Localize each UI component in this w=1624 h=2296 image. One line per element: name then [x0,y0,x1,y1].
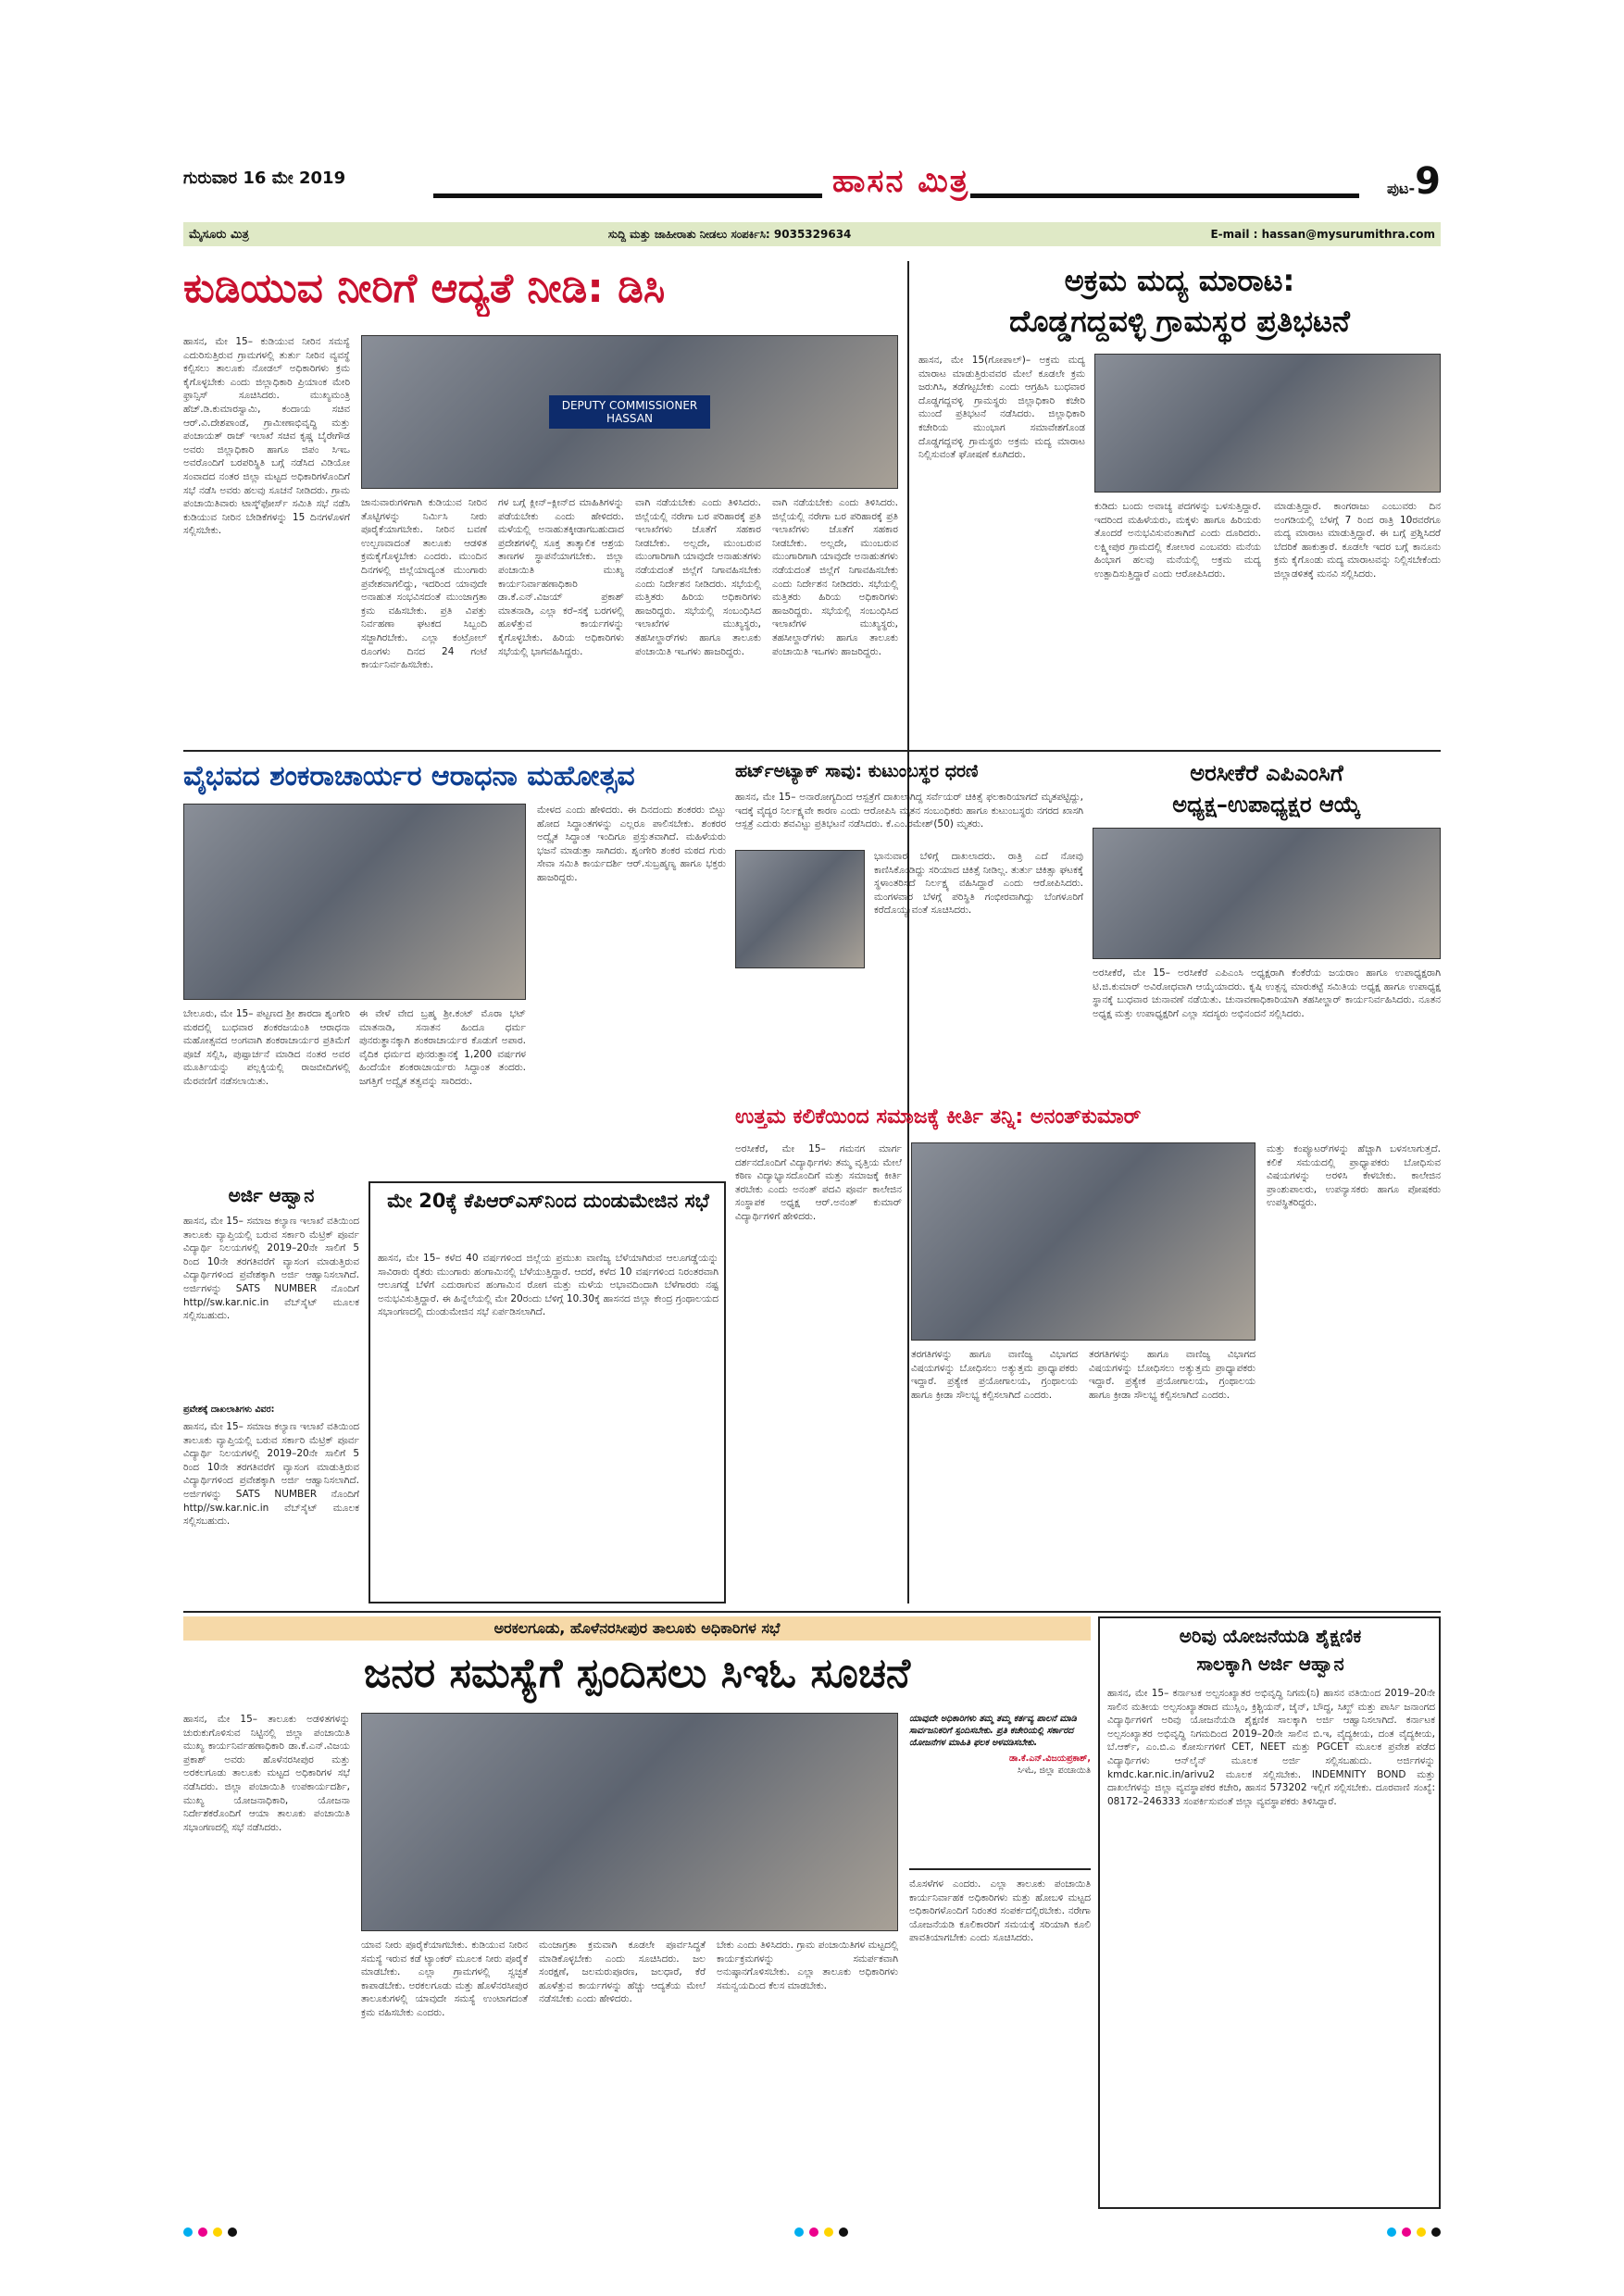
body: ಅರಸೀಕೆರೆ, ಮೇ 15– ಅರಸೀಕೆರೆ ಎಪಿಎಂಸಿ ಅಧ್ಯಕ್ಷರಾಗಿ ಕೆಂಕೆರೆಯ ಜಯರಾಂ ಹಾಗೂ ಉಪಾಧ್ಯಕ್ಷರಾಗಿ ಟಿ.ಜಿ.ಕುಮಾರ್ ಅವಿರೋಧವಾಗಿ ಆಯ್ಕೆಯಾದರು. ಕೃಷಿ ಉತ್ಪನ್ನ ಮಾರುಕಟ್ಟೆ ಸಮಿತಿಯ ಅಧ್ಯಕ್ಷ ಹಾಗೂ ಉಪಾಧ್ಯಕ್ಷ ಸ್ಥಾನಕ್ಕೆ ಬುಧವಾರ ಚುನಾವಣೆ ನಡೆಯಿತು. ಚುನಾವಣಾಧಿಕಾರಿಯಾಗಿ ತಹಸೀಲ್ದಾರ್ ಕಾರ್ಯನಿರ್ವಹಿಸಿದರು. ನೂತನ ಅಧ್ಯಕ್ಷ ಮತ್ತು ಉಪಾಧ್ಯಕ್ಷರಿಗೆ ಎಲ್ಲಾ ಸದಸ್ಯರು ಅಭಿನಂದನೆ ಸಲ್ಲಿಸಿದರು. [1093,967,1441,1019]
story-application [183,1181,359,1603]
body-col-3: ತರಗತಿಗಳನ್ನು ಹಾಗೂ ವಾಣಿಜ್ಯ ವಿಭಾಗದ ವಿಷಯಗಳನ್ನು ಬೋಧಿಸಲು ಅತ್ಯುತ್ತಮ ಪ್ರಾಧ್ಯಾಪಕರು ಇದ್ದಾರೆ. ಪ್ರತ್ಯೇಕ ಪ್ರಯೋಗಾಲಯ, ಗ್ರಂಥಾಲಯ ಹಾಗೂ ಕ್ರೀಡಾ ಸೌಲಭ್ಯ ಕಲ್ಪಿಸಲಾಗಿದೆ ಎಂದರು. [1089,1349,1255,1401]
story-heart-attack [735,757,1083,1094]
kicker: ಅರಕಲಗೂಡು, ಹೊಳೆನರಸೀಪುರ ತಾಲೂಕು ಅಧಿಕಾರಿಗಳ ಸಭೆ [183,1616,1091,1641]
headline: ಉತ್ತಮ ಕಲಿಕೆಯಿಂದ ಸಮಾಜಕ್ಕೆ ಕೀರ್ತಿ ತನ್ನಿ: ಅನಂತ್‌ಕುಮಾರ್ [735,1105,1142,1129]
page-digit: 9 [1415,160,1441,203]
body: ಹಾಸನ, ಮೇ 15– ಕರ್ನಾಟಕ ಅಲ್ಪಸಂಖ್ಯಾತರ ಅಭಿವೃದ್ಧಿ ನಿಗಮ(ನಿ) ಹಾಸನ ವತಿಯಿಂದ 2019–20ನೇ ಸಾಲಿನ ಮತೀಯ ಅಲ್ಪಸಂಖ್ಯಾತರಾದ ಮುಸ್ಲಿಂ, ಕ್ರಿಶ್ಚಿಯನ್, ಜೈನ್, ಬೌದ್ಧ, ಸಿಖ್ಖ್ ಮತ್ತು ಪಾರ್ಸಿ ಜನಾಂಗದ ವಿದ್ಯಾರ್ಥಿಗಳಿಗೆ ಅರಿವು ಯೋಜನೆಯಡಿ ಶೈಕ್ಷಣಿಕ ಸಾಲಕ್ಕಾಗಿ ಅರ್ಜಿ ಆಹ್ವಾನಿಸಲಾಗಿದೆ. ಕರ್ನಾಟಕ ಅಲ್ಪಸಂಖ್ಯಾತರ ಅಭಿವೃದ್ಧಿ ನಿಗಮದಿಂದ 2019–20ನೇ ಸಾಲಿನ ಬಿ.ಇ, ವೈದ್ಯಕೀಯ, ದಂತ ವೈದ್ಯಕೀಯ, ಬೆ.ಆರ್ಕ್, ಎಂ.ಬಿ.ಎ ಕೋರ್ಸುಗಳಿಗೆ CET, NEET ಮತ್ತು PGCET ಮೂಲಕ ಪ್ರವೇಶ ಪಡೆದ ವಿದ್ಯಾರ್ಥಿಗಳು ಆನ್‌ಲೈನ್ ಮೂಲಕ ಅರ್ಜಿ ಸಲ್ಲಿಸಬಹುದು. ಅರ್ಜಿಗಳನ್ನು kmdc.kar.nic.in/arivu2 ಮೂಲಕ ಸಲ್ಲಿಸಬೇಕು. INDEMNITY BOND ಮತ್ತು ದಾಖಲೆಗಳನ್ನು ಜಿಲ್ಲಾ ವ್ಯವಸ್ಥಾಪಕರ ಕಚೇರಿ, ಹಾಸನ 573202 ಇಲ್ಲಿಗೆ ಸಲ್ಲಿಸಬೇಕು. ದೂರವಾಣಿ ಸಂಖ್ಯೆ: 08172–246333 ಸಂಪರ್ಕಿಸುವಂತೆ ಜಿಲ್ಲಾ ವ್ಯವಸ್ಥಾಪಕರು ತಿಳಿಸಿದ್ದಾರೆ. [1107,1688,1435,1807]
body-col-3: ಗಳ ಬಗ್ಗೆ ಕ್ಲೀನ್–ಕ್ಲೀನ್‌ದ ಮಾಹಿತಿಗಳನ್ನು ಪಡೆಯಬೇಕು ಎಂದು ಹೇಳಿದರು. ಮಳೆಯಲ್ಲಿ ಅನಾಹುತಕ್ಕೀಡಾಗಬಹುದಾದ ಪ್ರದೇಶಗಳಲ್ಲಿ ಸೂಕ್ತ ತಾತ್ಕಾಲಿಕ ಆಶ್ರಯ ತಾಣಗಳ ಸ್ಥಾಪನೆಯಾಗಬೇಕು. ಜಿಲ್ಲಾ ಪಂಚಾಯಿತಿ ಮುಖ್ಯ ಕಾರ್ಯನಿರ್ವಾಹಣಾಧಿಕಾರಿ ಡಾ.ಕೆ.ಎನ್.ವಿಜಯ್ ಪ್ರಕಾಶ್ ಮಾತನಾಡಿ, ಎಲ್ಲಾ ಕರೆ–ಸಕ್ಕೆ ಬರಗಳಲ್ಲಿ ಹೂಳೆತ್ತುವ ಕಾರ್ಯಗಳನ್ನು ಕೈಗೊಳ್ಳಬೇಕು. ಹಿರಿಯ ಅಧಿಕಾರಿಗಳು ಸಭೆಯಲ್ಲಿ ಭಾಗವಹಿಸಿದ್ದರು. [498,497,624,657]
apmc-photo [1093,828,1441,959]
meeting-hall-photo [361,1713,898,1931]
headline: ವೈಭವದ ಶಂಕರಾಚಾರ್ಯರ ಆರಾಧನಾ ಮಹೋತ್ಸವ [183,760,635,792]
black-dot [839,2227,848,2237]
bold-line: ಪ್ರವೇಶಕ್ಕೆ ದಾಖಲಾತಿಗಳು ವಿವರ: [183,1404,275,1415]
contact-bar [183,222,1441,246]
masthead-rule-right [970,193,1359,198]
body-col-2: ಜಾನುವಾರುಗಳಿಗಾಗಿ ಕುಡಿಯುವ ನೀರಿನ ತೊಟ್ಟಿಗಳನ್ನು ನಿರ್ಮಿಸಿ ನೀರು ಪೂರೈಕೆಯಾಗಬೇಕು. ನೀರಿನ ಬವಣೆ ಉಲ್ಬಣವಾದಂತೆ ತಾಲೂಕು ಆಡಳಿತ ಕ್ರಮಕೈಗೊಳ್ಳಬೇಕು ಎಂದರು. ಮುಂದಿನ ದಿನಗಳಲ್ಲಿ ಜಿಲ್ಲೆಯಾದ್ಯಂತ ಮುಂಗಾರು ಪ್ರವೇಶವಾಗಲಿದ್ದು, ಇದರಿಂದ ಯಾವುದೇ ಅನಾಹುತ ಸಂಭವಿಸದಂತೆ ಮುಂಜಾಗ್ರತಾ ಕ್ರಮ ವಹಿಸಬೇಕು. ಪ್ರತಿ ವಿಪತ್ತು ನಿರ್ವಹಣಾ ಘಟಕದ ಸಿಬ್ಬಂದಿ ಸಜ್ಜಾಗಿರಬೇಕು. ಎಲ್ಲಾ ಕಂಟ್ರೋಲ್ ರೂಂಗಳು ದಿನದ 24 ಗಂಟೆ ಕಾರ್ಯನಿರ್ವಹಿಸಬೇಕು. [361,497,487,671]
headline: ಮೇ 20ಕ್ಕೆ ಕೆಪಿಆರ್‌ಎಸ್‌ನಿಂದ ದುಂಡುಮೇಜಿನ ಸಭೆ [387,1190,709,1212]
paper-title: ಹಾಸನ ಮಿತ್ರ [831,163,970,200]
body-col-1: ಹಾಸನ, ಮೇ 15– ಅನಾರೋಗ್ಯದಿಂದ ಆಸ್ಪತ್ರೆಗೆ ದಾಖಲಾಗಿದ್ದ ಸರ್ವೆಯರ್ ಚಿಕಿತ್ಸೆ ಫಲಕಾರಿಯಾಗದೆ ಮೃತಪಟ್ಟಿದ್ದು, ಇದಕ್ಕೆ ವೈದ್ಯರ ನಿರ್ಲಕ್ಷ್ಯವೇ ಕಾರಣ ಎಂದು ಆರೋಪಿಸಿ ಮೃತನ ಸಂಬಂಧಿಕರು ಹಾಗೂ ಕುಟುಂಬಸ್ಥರು ನಗರದ ಖಾಸಗಿ ಆಸ್ಪತ್ರೆ ಎದುರು ಶವವಿಟ್ಟು ಪ್ರತಿಭಟನೆ ನಡೆಸಿದರು. ಕೆ.ಎಂ.ರಮೇಶ್(50) ಮೃತರು. [735,792,1083,830]
issue-date: ಗುರುವಾರ 16 ಮೇ 2019 [183,168,346,188]
body-col-5: ವಾಗಿ ನಡೆಯಬೇಕು ಎಂದು ತಿಳಿಸಿದರು. ಜಿಲ್ಲೆಯಲ್ಲಿ ನರೇಗಾ ಬರ ಪರಿಹಾರಕ್ಕೆ ಪ್ರತಿ ಇಲಾಖೆಗಳು ಜೊತೆಗೆ ಸಹಕಾರ ನೀಡಬೇಕು. ಅಲ್ಲದೇ, ಮುಂಬರುವ ಮುಂಗಾರಿಗಾಗಿ ಯಾವುದೇ ಅನಾಹುತಗಳು ನಡೆಯದಂತೆ ಜಿಲ್ಲೆಗೆ ನಿಗಾವಹಿಸಬೇಕು ಎಂದು ನಿರ್ದೇಶನ ನೀಡಿದರು. ಸಭೆಯಲ್ಲಿ ಮತ್ತಿತರು ಹಿರಿಯ ಅಧಿಕಾರಿಗಳು ಹಾಜರಿದ್ದರು. ಸಭೆಯಲ್ಲಿ ಸಂಬಂಧಿಸಿದ ಇಲಾಖೆಗಳ ಮುಖ್ಯಸ್ಥರು, ತಹಸೀಲ್ದಾರ್‌ಗಳು ಹಾಗೂ ತಾಲೂಕು ಪಂಚಾಯಿತಿ ಇಒಗಳು ಹಾಜರಿದ್ದರು. [772,497,898,657]
headline-line-2: ಸಾಲಕ್ಕಾಗಿ ಅರ್ಜಿ ಆಹ್ವಾನ [1196,1653,1344,1675]
body-col-2: ಈ ವೇಳೆ ವೇದ ಬ್ರಹ್ಮ ಶ್ರೀ.ಕಂಟ್ ಮೊರಾ ಭಟ್ ಮಾತನಾಡಿ, ಸನಾತನ ಹಿಂದೂ ಧರ್ಮ ಪುನರುತ್ಥಾನಕ್ಕಾಗಿ ಶಂಕರಾಚಾರ್ಯರ ಕೊಡುಗೆ ಅಪಾರ. ವೈದಿಕ ಧರ್ಮದ ಪುನರುತ್ಥಾನಕ್ಕೆ 1,200 ವರ್ಷಗಳ ಹಿಂದೆಯೇ ಶಂಕರಾಚಾರ್ಯರು ಸಿದ್ಧಾಂತ ತಂದರು. ಜಗತ್ತಿಗೆ ಅದ್ವೈತ ತತ್ವವನ್ನು ಸಾರಿದರು. [359,1008,526,1087]
email-text: E-mail : hassan@mysurumithra.com [1210,228,1435,241]
story-illegal-liquor [918,261,1441,733]
edition-name: ಮೈಸೂರು ಮಿತ್ರ [189,227,249,242]
quote-author: ಡಾ.ಕೆ.ಎನ್.ವಿಜಯಪ್ರಕಾಶ್, [1008,1753,1091,1764]
magenta-dot [1402,2227,1411,2237]
body-col-2: ಯಾವ ನೀರು ಪೂರೈಕೆಯಾಗಬೇಕು. ಕುಡಿಯುವ ನೀರಿನ ಸಮಸ್ಯೆ ಇರುವ ಕಡೆ ಟ್ಯಾಂಕರ್ ಮೂಲಕ ನೀರು ಪೂರೈಕೆ ಮಾಡಬೇಕು. ಎಲ್ಲಾ ಗ್ರಾಮಗಳಲ್ಲಿ ಸ್ವಚ್ಛತೆ ಕಾಪಾಡಬೇಕು. ಅರಕಲಗೂಡು ಮತ್ತು ಹೊಳೆನರಸೀಪುರ ತಾಲೂಕುಗಳಲ್ಲಿ ಯಾವುದೇ ಸಮಸ್ಯೆ ಉಂಟಾಗದಂತೆ ಕ್ರಮ ವಹಿಸಬೇಕು ಎಂದರು. [361,1940,528,2018]
body-col-3: ಮಂಜಾಗ್ರತಾ ಕ್ರಮವಾಗಿ ಕೂಡಲೇ ಪೂರ್ವಸಿದ್ಧತೆ ಮಾಡಿಕೊಳ್ಳಬೇಕು ಎಂದು ಸೂಚಿಸಿದರು. ಜಲ ಸಂರಕ್ಷಣೆ, ಜಲಮರುಪೂರಣ, ಜಲಧಾರೆ, ಕೆರೆ ಹೂಳೆತ್ತುವ ಕಾರ್ಯಗಳನ್ನು ಹೆಚ್ಚು ಆದ್ಯತೆಯ ಮೇಲೆ ನಡೆಸಬೇಕು ಎಂದು ಹೇಳಿದರು. [539,1940,706,2005]
body-col-4: ಬೇಕು ಎಂದು ತಿಳಿಸಿದರು. ಗ್ರಾಮ ಪಂಚಾಯಿತಿಗಳ ಮಟ್ಟದಲ್ಲಿ ಕಾರ್ಯಕ್ರಮಗಳನ್ನು ಸಮರ್ಪಕವಾಗಿ ಅನುಷ್ಠಾನಗೊಳಿಸಬೇಕು. ಎಲ್ಲಾ ತಾಲೂಕು ಅಧಿಕಾರಿಗಳು ಸಮನ್ವಯದಿಂದ ಕೆಲಸ ಮಾಡಬೇಕು. [717,1940,898,1991]
body-col-3: ಮಾಡುತ್ತಿದ್ದಾರೆ. ಕಾಂಗರಾಜು ಎಂಬುವರು ದಿನ ಅಂಗಡಿಯಲ್ಲಿ ಬೆಳಗ್ಗೆ 7 ರಿಂದ ರಾತ್ರಿ 10ರವರೆಗೂ ಮದ್ಯ ಮಾರಾಟ ಮಾಡುತ್ತಿದ್ದಾರೆ. ಈ ಬಗ್ಗೆ ಪ್ರಶ್ನಿಸಿದರೆ ಬೆದರಿಕೆ ಹಾಕುತ್ತಾರೆ. ಕೂಡಲೇ ಇದರ ಬಗ್ಗೆ ಕಾನೂನು ಕ್ರಮ ಕೈಗೊಂಡು ಮದ್ಯ ಮಾರಾಟವನ್ನು ನಿಲ್ಲಿಸಬೇಕೆಂದು ಜಿಲ್ಲಾಡಳಿತಕ್ಕೆ ಮನವಿ ಸಲ್ಲಿಸಿದರು. [1274,501,1441,580]
divider [183,1611,1441,1613]
headline: ಕುಡಿಯುವ ನೀರಿಗೆ ಆದ್ಯತೆ ನೀಡಿ: ಡಿಸಿ [183,265,666,312]
procession-photo [183,804,526,1000]
photo-caption: ಬೇಲೂರು, ಮೇ 15– ಪಟ್ಟಣದ ಶ್ರೀ ಶಾರದಾ ಶೃಂಗೇರಿ ಮಠದಲ್ಲಿ ಬುಧವಾರ ಶಂಕರಜಯಂತಿ ಆರಾಧನಾ ಮಹೋತ್ಸವದ ಅಂಗವಾಗಿ ಶಂಕರಾಚಾರ್ಯರ ಪ್ರತಿಮೆಗೆ ಪೂಜೆ ಸಲ್ಲಿಸಿ, ಪುಷ್ಪಾರ್ಚನೆ ಮಾಡಿದ ನಂತರ ಅವರ ಮೂರ್ತಿಯನ್ನು ಪಲ್ಲಕ್ಕಿಯಲ್ಲಿ ರಾಜಬೀದಿಗಳಲ್ಲಿ ಮೆರವಣಿಗೆ ನಡೆಸಲಾಯಿತು. [183,1008,350,1087]
masthead [183,160,1441,211]
body-more: ಹಾಸನ, ಮೇ 15– ಸಮಾಜ ಕಲ್ಯಾಣ ಇಲಾಖೆ ವತಿಯಿಂದ ತಾಲೂಕು ವ್ಯಾಪ್ತಿಯಲ್ಲಿ ಬರುವ ಸರ್ಕಾರಿ ಮೆಟ್ರಿಕ್ ಪೂರ್ವ ವಿದ್ಯಾರ್ಥಿ ನಿಲಯಗಳಲ್ಲಿ 2019–20ನೇ ಸಾಲಿಗೆ 5 ರಿಂದ 10ನೇ ತರಗತಿವರೆಗೆ ವ್ಯಾಸಂಗ ಮಾಡುತ್ತಿರುವ ವಿದ್ಯಾರ್ಥಿಗಳಿಂದ ಪ್ರವೇಶಕ್ಕಾಗಿ ಅರ್ಜಿ ಆಹ್ವಾನಿಸಲಾಗಿದೆ. ಅರ್ಜಿಗಳನ್ನು SATS NUMBER ನೊಂದಿಗೆ http//sw.kar.nic.in ವೆಬ್‌ಸೈಟ್ ಮೂಲಕ ಸಲ್ಲಿಸಬಹುದು. [183,1421,359,1528]
page-number [1387,160,1441,203]
story-drinking-water [183,261,898,742]
contact-text: ಸುದ್ದಿ ಮತ್ತು ಜಾಹೀರಾತು ನೀಡಲು ಸಂಪರ್ಕಿಸಿ: 9035329634 [607,227,852,241]
pull-quote [909,1713,1091,1870]
magenta-dot [809,2227,818,2237]
body-col-1: ಹಾಸನ, ಮೇ 15(ಗೋಪಾಲ್)– ಅಕ್ರಮ ಮದ್ಯ ಮಾರಾಟ ಮಾಡುತ್ತಿರುವವರ ಮೇಲೆ ಕೂಡಲೇ ಕ್ರಮ ಜರುಗಿಸಿ, ತಡೆಗಟ್ಟಬೇಕು ಎಂದು ಆಗ್ರಹಿಸಿ ಬುಧವಾರ ದೊಡ್ಡಗದ್ದವಳ್ಳಿ ಗ್ರಾಮಸ್ಥರು ಜಿಲ್ಲಾಧಿಕಾರಿ ಕಚೇರಿ ಮುಂದೆ ಪ್ರತಿಭಟನೆ ನಡೆಸಿದರು. ಜಿಲ್ಲಾಧಿಕಾರಿ ಕಚೇರಿಯ ಮುಂಭಾಗ ಸಮಾವೇಶಗೊಂಡ ದೊಡ್ಡಗದ್ದವಳ್ಳಿ ಗ್ರಾಮಸ್ಥರು ಅಕ್ರಮ ಮದ್ಯ ಮಾರಾಟ ನಿಲ್ಲಿಸುವಂತೆ ಘೋಷಣೆ ಕೂಗಿದರು. [918,355,1085,461]
body-col-5: ಮೊಸಳೆಗಳ ಎಂದರು. ಎಲ್ಲಾ ತಾಲೂಕು ಪಂಚಾಯಿತಿ ಕಾರ್ಯನಿರ್ವಾಹಕ ಅಧಿಕಾರಿಗಳು ಮತ್ತು ಹೋಬಳಿ ಮಟ್ಟದ ಅಧಿಕಾರಿಗಳೊಂದಿಗೆ ನಿರಂತರ ಸಂಪರ್ಕದಲ್ಲಿರಬೇಕು. ನರೇಗಾ ಯೋಜನೆಯಡಿ ಕೂಲಿಕಾರರಿಗೆ ಸಮಯಕ್ಕೆ ಸರಿಯಾಗಿ ಕೂಲಿ ಪಾವತಿಯಾಗಬೇಕು ಎಂದು ಸೂಚಿಸಿದರು. [909,1878,1091,1944]
headline: ಅರ್ಜಿ ಆಹ್ವಾನ [228,1184,315,1206]
divider [183,750,1441,752]
cyan-dot [1387,2227,1396,2237]
body-col-3: ಮೇಳದ ಎಂದು ಹೇಳಿದರು. ಈ ದಿನದಂದು ಶಂಕರರು ಬಿಟ್ಟು ಹೋದ ಸಿದ್ಧಾಂತಗಳನ್ನು ಎಲ್ಲರೂ ಪಾಲಿಸಬೇಕು. ಶಂಕರರ ಅದ್ವೈತ ಸಿದ್ಧಾಂತ ಇಂದಿಗೂ ಪ್ರಸ್ತುತವಾಗಿದೆ. ಮಹಿಳೆಯರು ಭಜನೆ ಮಾಡುತ್ತಾ ಸಾಗಿದರು. ಶೃಂಗೇರಿ ಶಂಕರ ಮಠದ ಗುರು ಸೇವಾ ಸಮಿತಿ ಕಾರ್ಯದರ್ಶಿ ಆರ್.ಸುಬ್ರಹ್ಮಣ್ಯ ಹಾಗೂ ಭಕ್ತರು ಹಾಜರಿದ್ದರು. [537,805,726,883]
magenta-dot [198,2227,207,2237]
meeting-photo [361,335,898,489]
protest-photo [1094,354,1441,493]
page-label: ಪುಟ- [1387,180,1416,197]
story-arivu-loan [1098,1616,1441,2209]
cyan-dot [183,2227,193,2237]
color-registration-marks [183,2227,1441,2239]
body-col-1: ಹಾಸನ, ಮೇ 15– ತಾಲೂಕು ಅಡಳಿತಗಳನ್ನು ಚುರುಕುಗೊಳಿಸುವ ನಿಟ್ಟಿನಲ್ಲಿ ಜಿಲ್ಲಾ ಪಂಚಾಯಿತಿ ಮುಖ್ಯ ಕಾರ್ಯನಿರ್ವಹಣಾಧಿಕಾರಿ ಡಾ.ಕೆ.ಎನ್.ವಿಜಯ ಪ್ರಕಾಶ್ ಅವರು ಹೊಳೆನರಸೀಪುರ ಮತ್ತು ಅರಕಲಗೂಡು ತಾಲೂಕು ಮಟ್ಟದ ಅಧಿಕಾರಿಗಳ ಸಭೆ ನಡೆಸಿದರು. ಜಿಲ್ಲಾ ಪಂಚಾಯಿತಿ ಉಪಕಾರ್ಯದರ್ಶಿ, ಮುಖ್ಯ ಯೋಜನಾಧಿಕಾರಿ, ಯೋಜನಾ ನಿರ್ದೇಶಕರೊಂದಿಗೆ ಆಯಾ ತಾಲೂಕು ಪಂಚಾಯಿತಿ ಸಭಾಂಗಣದಲ್ಲಿ ಸಭೆ ನಡೆಸಿದರು. [183,1714,350,1833]
body-col-4: ಮತ್ತು ಕಂಪ್ಯೂಟರ್‌ಗಳನ್ನು ಹೆಚ್ಚಾಗಿ ಬಳಸಲಾಗುತ್ತದೆ. ಕಲಿಕೆ ಸಮಯದಲ್ಲಿ ಪ್ರಾಧ್ಯಾಪಕರು ಬೋಧಿಸುವ ವಿಷಯಗಳನ್ನು ಅರಳಿಸಿ ಕೇಳಬೇಕು. ಕಾಲೇಜಿನ ಪ್ರಾಂಶುಪಾಲರು, ಉಪನ್ಯಾಸಕರು ಹಾಗೂ ಪೋಷಕರು ಉಪಸ್ಥಿತರಿದ್ದರು. [1267,1143,1441,1209]
body-col-2: ತರಗತಿಗಳನ್ನು ಹಾಗೂ ವಾಣಿಜ್ಯ ವಿಭಾಗದ ವಿಷಯಗಳನ್ನು ಬೋಧಿಸಲು ಅತ್ಯುತ್ತಮ ಪ್ರಾಧ್ಯಾಪಕರು ಇದ್ದಾರೆ. ಪ್ರತ್ಯೇಕ ಪ್ರಯೋಗಾಲಯ, ಗ್ರಂಥಾಲಯ ಹಾಗೂ ಕ್ರೀಡಾ ಸೌಲಭ್ಯ ಕಲ್ಪಿಸಲಾಗಿದೆ ಎಂದರು. [911,1349,1078,1401]
headline-line-2: ಅಧ್ಯಕ್ಷ–ಉಪಾಧ್ಯಕ್ಷರ ಆಯ್ಕೆ [1172,792,1361,817]
black-dot [228,2227,237,2237]
body-col-1: ಹಾಸನ, ಮೇ 15– ಕುಡಿಯುವ ನೀರಿನ ಸಮಸ್ಯೆ ಎದುರಿಸುತ್ತಿರುವ ಗ್ರಾಮಗಳಲ್ಲಿ ತುರ್ತು ನೀರಿನ ವ್ಯವಸ್ಥೆ ಕಲ್ಪಿಸಲು ತಾಲೂಕು ನೋಡಲ್ ಅಧಿಕಾರಿಗಳು ಕ್ರಮ ಕೈಗೊಳ್ಳಬೇಕು ಎಂದು ಜಿಲ್ಲಾಧಿಕಾರಿ ಪ್ರಿಯಾಂಕ ಮೇರಿ ಫ್ರಾನ್ಸಿಸ್ ಸೂಚಿಸಿದರು. ಮುಖ್ಯಮಂತ್ರಿ ಹೆಚ್.ಡಿ.ಕುಮಾರಸ್ವಾಮಿ, ಕಂದಾಯ ಸಚಿವ ಆರ್.ವಿ.ದೇಶಪಾಂಡೆ, ಗ್ರಾಮೀಣಾಭಿವೃದ್ಧಿ ಮತ್ತು ಪಂಚಾಯತ್ ರಾಜ್ ಇಲಾಖೆ ಸಚಿವ ಕೃಷ್ಣ ಬೈರೇಗೌಡ ಅವರು ಜಿಲ್ಲಾಧಿಕಾರಿ ಹಾಗೂ ಜಿಪಂ ಸಿಇಒ ಅವರೊಂದಿಗೆ ಬರಪರಿಸ್ಥಿತಿ ಬಗ್ಗೆ ನಡೆಸಿದ ವಿಡಿಯೋ ಸಂವಾದದ ನಂತರ ಜಿಲ್ಲಾ ಮಟ್ಟದ ಅಧಿಕಾರಿಗಳೊಂದಿಗೆ ಸಭೆ ನಡೆಸಿ ಅವರು ಹಲವು ಸೂಚನೆ ನೀಡಿದರು. ಗ್ರಾಮ ಪಂಚಾಯಿತಿವಾರು ಟಾಸ್ಕ್‌ಫೋರ್ಸ್ ಸಮಿತಿ ಸಭೆ ನಡೆಸಿ ಕುಡಿಯುವ ನೀರಿನ ಬೇಡಿಕೆಗಳನ್ನು 15 ದಿನಗಳೊಳಗೆ ಸಲ್ಲಿಸಬೇಕು. [183,336,350,537]
quote-text: ಯಾವುದೇ ಅಧಿಕಾರಿಗಳು ತಮ್ಮ ತಮ್ಮ ಕರ್ತವ್ಯ ಪಾಲನೆ ಮಾಡಿ ಸಾರ್ವಜನಿಕರಿಗೆ ಸ್ಪಂದಿಸಬೇಕು. ಪ್ರತಿ ಕಚೇರಿಯಲ್ಲಿ ಸರ್ಕಾರದ ಯೋಜನೆಗಳ ಮಾಹಿತಿ ಫಲಕ ಅಳವಡಿಸಬೇಕು. [909,1714,1077,1748]
headline-line-1: ಅಕ್ರಮ ಮದ್ಯ ಮಾರಾಟ: [1064,263,1295,298]
sign-board: DEPUTY COMMISSIONER HASSAN [549,395,711,429]
story-ceo-meeting [183,1616,1091,2209]
story-kprs [369,1181,726,1603]
quote-role: ಸಿಇಓ, ಜಿಲ್ಲಾ ಪಂಚಾಯಿತಿ [1017,1766,1091,1776]
yellow-dot [1417,2227,1426,2237]
body-col-4: ವಾಗಿ ನಡೆಯಬೇಕು ಎಂದು ತಿಳಿಸಿದರು. ಜಿಲ್ಲೆಯಲ್ಲಿ ನರೇಗಾ ಬರ ಪರಿಹಾರಕ್ಕೆ ಪ್ರತಿ ಇಲಾಖೆಗಳು ಜೊತೆಗೆ ಸಹಕಾರ ನೀಡಬೇಕು. ಅಲ್ಲದೇ, ಮುಂಬರುವ ಮುಂಗಾರಿಗಾಗಿ ಯಾವುದೇ ಅನಾಹುತಗಳು ನಡೆಯದಂತೆ ಜಿಲ್ಲೆಗೆ ನಿಗಾವಹಿಸಬೇಕು ಎಂದು ನಿರ್ದೇಶನ ನೀಡಿದರು. ಸಭೆಯಲ್ಲಿ ಮತ್ತಿತರು ಹಿರಿಯ ಅಧಿಕಾರಿಗಳು ಹಾಜರಿದ್ದರು. ಸಭೆಯಲ್ಲಿ ಸಂಬಂಧಿಸಿದ ಇಲಾಖೆಗಳ ಮುಖ್ಯಸ್ಥರು, ತಹಸೀಲ್ದಾರ್‌ಗಳು ಹಾಗೂ ತಾಲೂಕು ಪಂಚಾಯಿತಿ ಇಒಗಳು ಹಾಜರಿದ್ದರು. [635,497,761,657]
cyan-dot [794,2227,804,2237]
headline: ಹರ್ಟ್‌ಅಟ್ಯಾಕ್ ಸಾವು: ಕುಟುಂಬಸ್ಥರ ಧರಣಿ [735,761,979,781]
masthead-rule-left [433,193,822,198]
body-col-2: ಭಾನುವಾರ ಬೆಳಿಗ್ಗೆ ದಾಖಲಾದರು. ರಾತ್ರಿ ಎದೆ ನೋವು ಕಾಣಿಸಿಕೊಂಡಿದ್ದು ಸರಿಯಾದ ಚಿಕಿತ್ಸೆ ನೀಡಿಲ್ಲ. ತುರ್ತು ಚಿಕಿತ್ಸಾ ಘಟಕಕ್ಕೆ ಸ್ಥಳಾಂತರಿಸದೆ ನಿರ್ಲಕ್ಷ್ಯ ವಹಿಸಿದ್ದಾರೆ ಎಂದು ಆರೋಪಿಸಿದರು. ಮಂಗಳವಾರ ಬೆಳಗ್ಗೆ ಪರಿಸ್ಥಿತಿ ಗಂಭೀರವಾಗಿದ್ದು ಬೆಂಗಳೂರಿಗೆ ಕರೆದೊಯ್ಯುವಂತೆ ಸೂಚಿಸಿದರು. [874,851,1083,917]
yellow-dot [824,2227,833,2237]
headline: ಜನರ ಸಮಸ್ಯೆಗೆ ಸ್ಪಂದಿಸಲು ಸಿಇಓ ಸೂಚನೆ [363,1650,911,1697]
story-anant-kumar [735,1102,1441,1602]
body: ಹಾಸನ, ಮೇ 15– ಸಮಾಜ ಕಲ್ಯಾಣ ಇಲಾಖೆ ವತಿಯಿಂದ ತಾಲೂಕು ವ್ಯಾಪ್ತಿಯಲ್ಲಿ ಬರುವ ಸರ್ಕಾರಿ ಮೆಟ್ರಿಕ್ ಪೂರ್ವ ವಿದ್ಯಾರ್ಥಿ ನಿಲಯಗಳಲ್ಲಿ 2019–20ನೇ ಸಾಲಿಗೆ 5 ರಿಂದ 10ನೇ ತರಗತಿವರೆಗೆ ವ್ಯಾಸಂಗ ಮಾಡುತ್ತಿರುವ ವಿದ್ಯಾರ್ಥಿಗಳಿಂದ ಪ್ರವೇಶಕ್ಕಾಗಿ ಅರ್ಜಿ ಆಹ್ವಾನಿಸಲಾಗಿದೆ. ಅರ್ಜಿಗಳನ್ನು SATS NUMBER ನೊಂದಿಗೆ http//sw.kar.nic.in ವೆಬ್‌ಸೈಟ್ ಮೂಲಕ ಸಲ್ಲಿಸಬಹುದು. [183,1216,359,1322]
body: ಹಾಸನ, ಮೇ 15– ಕಳೆದ 40 ವರ್ಷಗಳಿಂದ ಜಿಲ್ಲೆಯ ಪ್ರಮುಖ ವಾಣಿಜ್ಯ ಬೆಳೆಯಾಗಿರುವ ಆಲೂಗಡ್ಡೆಯನ್ನು ಸಾವಿರಾರು ರೈತರು ಮುಂಗಾರು ಹಂಗಾಮಿನಲ್ಲಿ ಬೆಳೆಯುತ್ತಿದ್ದಾರೆ. ಆದರೆ, ಕಳೆದ 10 ವರ್ಷಗಳಿಂದ ನಿರಂತರವಾಗಿ ಆಲೂಗಡ್ಡೆ ಬೆಳೆಗೆ ಎದುರಾಗುವ ಹಂಗಾಮಿನ ರೋಗ ಮತ್ತು ಮಳೆಯ ಅಭಾವದಿಂದಾಗಿ ಬೆಳೆಗಾರರು ನಷ್ಟ ಅನುಭವಿಸುತ್ತಿದ್ದಾರೆ. ಈ ಹಿನ್ನೆಲೆಯಲ್ಲಿ ಮೇ 20ರಂದು ಬೆಳಿಗ್ಗೆ 10.30ಕ್ಕೆ ಹಾಸನದ ಜಿಲ್ಲಾ ಕೇಂದ್ರ ಗ್ರಂಥಾಲಯದ ಸಭಾಂಗಣದಲ್ಲಿ ದುಂಡುಮೇಜಿನ ಸಭೆ ಏರ್ಪಡಿಸಲಾಗಿದೆ. [378,1253,718,1318]
body-col-1: ಅರಸೀಕೆರೆ, ಮೇ 15– ಗಮನಗ ಮಾರ್ಗ ದರ್ಶನದೊಂದಿಗೆ ವಿದ್ಯಾರ್ಥಿಗಳು ತಮ್ಮ ವೃತ್ತಿಯ ಮೇಲೆ ಕಠಿಣ ವಿದ್ಯಾಭ್ಯಾಸದೊಂದಿಗೆ ಮತ್ತು ಸಮಾಜಕ್ಕೆ ಕೀರ್ತಿ ತರಬೇಕು ಎಂದು ಅನಂತ್ ಪದವಿ ಪೂರ್ವ ಕಾಲೇಜಿನ ಸಂಸ್ಥಾಪಕ ಅಧ್ಯಕ್ಷ ಆರ್.ಅನಂತ್ ಕುಮಾರ್ ವಿದ್ಯಾರ್ಥಿಗಳಿಗೆ ಹೇಳಿದರು. [735,1143,902,1222]
college-photo [911,1142,1255,1341]
headline-line-1: ಅರಸೀಕೆರೆ ಎಪಿಎಂಸಿಗೆ [1190,760,1343,786]
story-apmc [1093,757,1441,1094]
headline-line-1: ಅರಿವು ಯೋಜನೆಯಡಿ ಶೈಕ್ಷಣಿಕ [1179,1625,1362,1647]
body-col-2: ಕುಡಿದು ಬಂದು ಅವಾಚ್ಯ ಪದಗಳನ್ನು ಬಳಸುತ್ತಿದ್ದಾರೆ. ಇದರಿಂದ ಮಹಿಳೆಯರು, ಮಕ್ಕಳು ಹಾಗೂ ಹಿರಿಯರು ತೊಂದರೆ ಅನುಭವಿಸುವಂತಾಗಿದೆ ಎಂದು ದೂರಿದರು. ಲಕ್ಷ್ಮೀಪುರ ಗ್ರಾಮದಲ್ಲಿ ಕೋಲಾರ ಎಂಬವರು ಮನೆಯ ಹಿಂಭಾಗ ಹಲವು ಮನೆಯಲ್ಲಿ ಅಕ್ರಮ ಮದ್ಯ ಉತ್ಪಾದಿಸುತ್ತಿದ್ದಾರೆ ಎಂದು ಆರೋಪಿಸಿದರು. [1094,501,1261,580]
yellow-dot [213,2227,222,2237]
headline-line-2: ದೊಡ್ಡಗದ್ದವಳ್ಳಿ ಗ್ರಾಮಸ್ಥರ ಪ್ರತಿಭಟನೆ [1009,304,1350,339]
portrait-photo [735,850,865,968]
black-dot [1431,2227,1441,2237]
story-shankaracharya [183,757,726,1174]
